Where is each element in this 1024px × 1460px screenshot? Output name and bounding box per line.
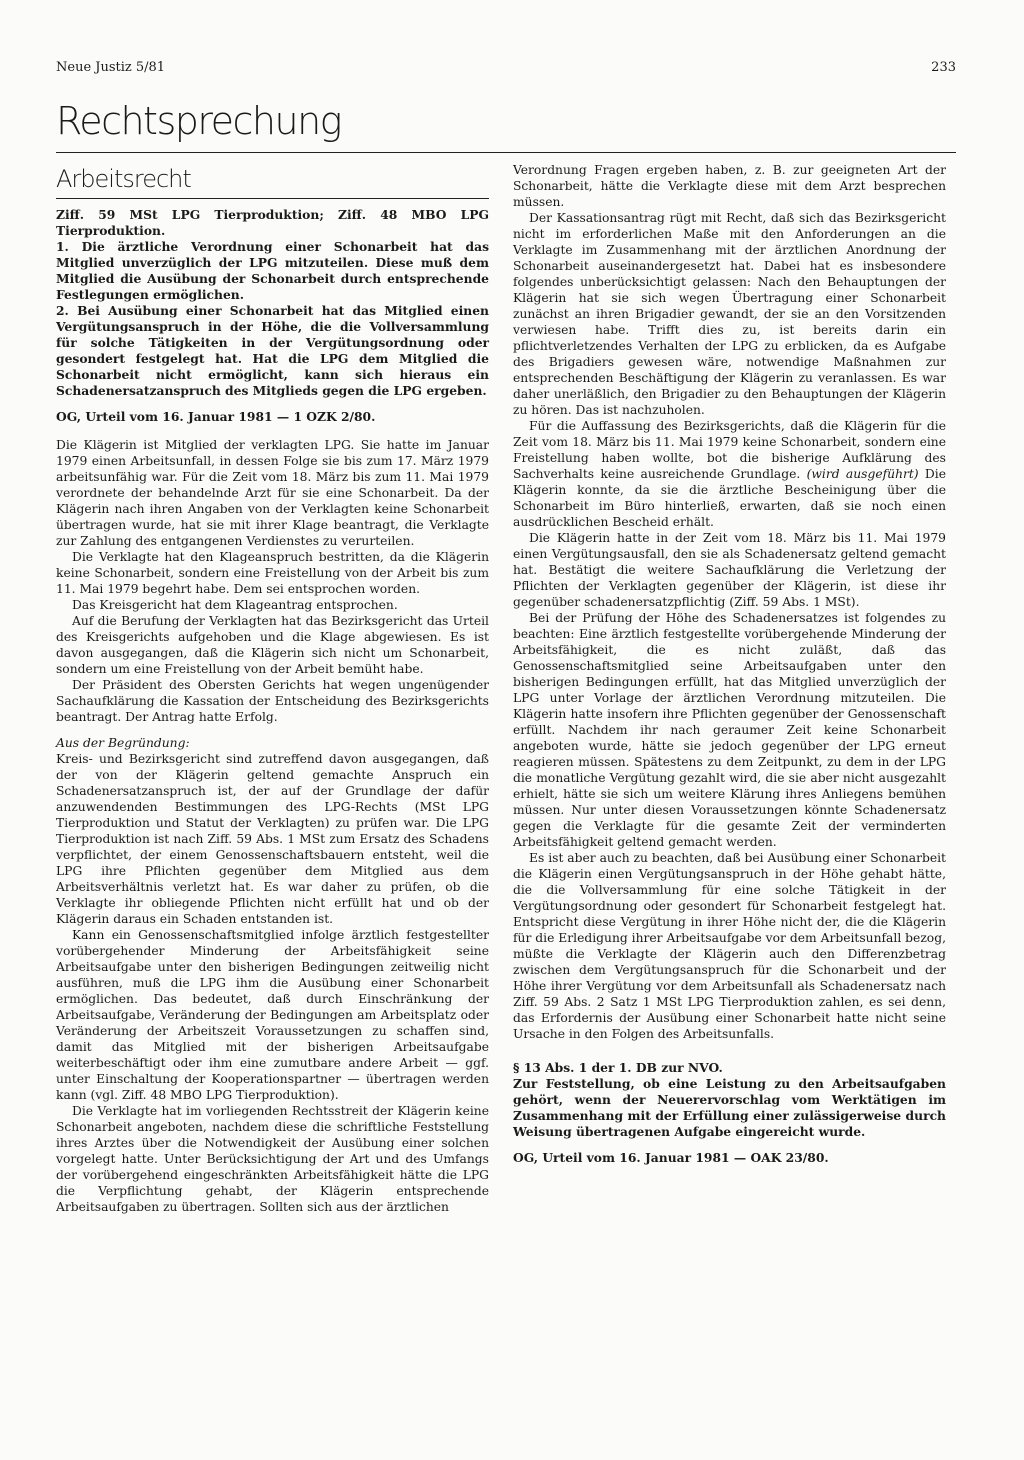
damages-paragraph: Bei der Prüfung der Höhe des Schadenersatzes ist folgendes zu beachten: Eine ärztlich festgestellte vorübergehende Minderung der Arbeitsfähigkeit, die es nicht zuläßt, daß das Genossenschaftsmitglied seine Arbeitsaufgaben unter den bisherigen Bedingungen erfüllt, hat das Mitglied unverzüglich der LPG unter Vorlage der ärztlichen Verordnung mitzuteilen. Die Klägerin hatte insofern ihre Pflichten gegenüber der Genossenschaft erfüllt. Nachdem ihr nach geraumer Zeit keine Schonarbeit angeboten wurde, hätte sie jedoch gegenüber der LPG erneut reagieren müssen. Spätestens zu dem Zeitpunkt, zu dem in der LPG die monatliche Vergütung gezahlt wird, die sie aber nicht ausgezahlt erhielt, hätte sie sich um weitere Klärung ihres Anliegens bemühen müssen. Nur unter diesen Voraussetzungen könnte Schadenersatz gegen die Verklagte für die gesamte Zeit der verminderten Arbeitsfähigkeit geltend gemacht werden. [513,611,946,849]
case1-citation: OG, Urteil vom 16. Januar 1981 — 1 OZK 2/80. [56,409,376,424]
case1-facts-paragraph: Die Verklagte hat den Klageanspruch bestritten, da die Klägerin keine Schonarbeit, sondern eine Freistellung von der Arbeit bis zum 11. Mai 1979 begehrt habe. Dem sei entsprochen worden. [56,550,489,596]
continuation-paragraph: Der Kassationsantrag rügt mit Recht, daß sich das Bezirksgericht nicht im erforderlichen Maße mit den Anforderungen an die Verklagte im Zusammenhang mit der ärztlichen Anordnung der Schonarbeit auseinandergesetzt hat. Dabei hat es insbesondere folgendes unberücksichtigt gelassen: Nach den Behauptungen der Klägerin hat sie sich wegen Übertragung einer Schonarbeit zunächst an ihren Brigadier gewandt, der sie an den Vorsitzenden verwiesen habe. Trifft dies zu, ist bereits darin ein pflichtverletzendes Verhalten der LPG zu erblicken, da es Aufgabe des Brigadiers gewesen wäre, notwendige Maßnahmen zur entsprechenden Beschäftigung der Klägerin zu veranlassen. Es war daher unerläßlich, den Brigadier zu den Behauptungen der Klägerin zu hören. Das ist nachzuholen. [513,211,946,417]
bg-view-text: Für die Auffassung des Bezirksgerichts, daß die Klägerin für die Zeit vom 18. März bis 11. Mai 1979 keine Schonarbeit, sondern eine Freistellung haben wollte, bot die bisherige Aufklärung des Sachverhalts keine ausreichende Grundlage. [513,419,946,481]
section-title: Rechtsprechung [56,99,341,143]
section-rule [56,152,956,153]
reasons-paragraph: Kann ein Genossenschaftsmitglied infolge ärztlich festgestellter vorübergehender Minderung der Arbeitsfähigkeit seine Arbeitsaufgabe unter den bisherigen Bedingungen zeitweilig nicht ausführen, muß die LPG ihm die Ausübung einer Schonarbeit ermöglichen. Das bedeutet, daß durch Einschränkung der Arbeitsaufgabe, Veränderung der Bedingungen am Arbeitsplatz oder Veränderung der Arbeitszeit Voraussetzungen zu schaffen sind, damit das Mitglied mit der bisherigen Arbeitsaufgabe weiterbeschäftigt oder ihm eine zumutbare andere Arbeit — ggf. unter Einschaltung der Kooperationspartner — übertragen werden kann (vgl. Ziff. 48 MBO LPG Tierproduktion). [56,928,489,1102]
omitted-note: (wird ausgeführt) [806,467,919,481]
page [56,58,956,1418]
case1-facts-paragraph: Die Klägerin ist Mitglied der verklagten LPG. Sie hatte im Januar 1979 einen Arbeitsunfall, in dessen Folge sie bis zum 17. März 1979 arbeitsunfähig war. Für die Zeit vom 18. März bis zum 11. Mai 1979 verordnete der behandelnde Arzt für sie eine Schonarbeit. Da der Klägerin nach ihren Angaben von der Verklagten keine Schonarbeit übertragen wurde, hat sie mit ihrer Klage beantragt, die Verklagte zur Zahlung des entgangenen Verdienstes zu verurteilen. [56,438,489,548]
running-head [56,58,956,78]
case2-refs: § 13 Abs. 1 der 1. DB zur NVO. [513,1060,723,1075]
bg-view-paragraph [513,418,946,530]
reasons-paragraph: Kreis- und Bezirksgericht sind zutreffend davon ausgegangen, daß der von der Klägerin geltend gemachte Anspruch ein Schadenersatzanspruch ist, der auf der Grundlage der dafür anzuwendenden Bestimmungen des LPG-Rechts (MSt LPG Tierproduktion und Statut der Verklagten) zu prüfen war. Die LPG Tierproduktion ist nach Ziff. 59 Abs. 1 MSt zum Ersatz des Schadens verpflichtet, der einem Genossenschaftsbauern entsteht, weil die LPG ihre Pflichten gegenüber dem Mitglied aus dem Arbeitsverhältnis verletzt hat. Es war daher zu prüfen, ob die Verklagte ihr obliegende Pflichten nicht erfüllt hat und ob der Klägerin daraus ein Schaden entstanden ist. [56,752,489,926]
case1-refs: Ziff. 59 MSt LPG Tierproduktion; Ziff. 48 MBO LPG Tierproduktion. [56,207,489,238]
reasons-label: Aus der Begründung: [56,736,190,750]
page-number: 233 [931,60,956,75]
damages-paragraph: Die Klägerin hatte in der Zeit vom 18. März bis 11. Mai 1979 einen Vergütungsausfall, den sie als Schadenersatz geltend gemacht hat. Bestätigt die weitere Sachaufklärung die Verletzung der Pflichten der Verklagten gegenüber der Klägerin, ist diese ihr gegenüber schadenersatzpflichtig (Ziff. 59 Abs. 1 MSt). [513,531,946,609]
case1-facts-paragraph: Der Präsident des Obersten Gerichts hat wegen ungenügender Sachaufklärung die Kassation der Entscheidung des Bezirksgerichts beantragt. Der Antrag hatte Erfolg. [56,678,489,724]
bg-view-text-cont: Die Klägerin konnte, da sie die ärztliche Bescheinigung über die Schonarbeit im Büro hinterließ, erwarten, daß sie noch einen ausdrücklichen Bescheid erhält. [513,467,946,529]
case1-facts-paragraph: Auf die Berufung der Verklagten hat das Bezirksgericht das Urteil des Kreisgerichts aufgehoben und die Klage abgewiesen. Es ist davon ausgegangen, daß die Klägerin sich nicht um Schonarbeit, sondern um eine Freistellung von der Arbeit bemüht habe. [56,614,489,676]
left-column [56,162,489,1215]
reasons-paragraph: Die Verklagte hat im vorliegenden Rechtsstreit der Klägerin keine Schonarbeit angeboten, nachdem diese die schriftliche Feststellung ihres Arztes über die Notwendigkeit der Ausübung einer solchen vorgelegt hatte. Unter Berücksichtigung der Art und des Umfangs der vorübergehend eingeschränkten Arbeitsfähigkeit hätte die LPG die Verpflichtung gehabt, der Klägerin entsprechende Arbeitsaufgaben zu übertragen. Sollten sich aus der ärztlichen [56,1104,489,1214]
case1-principle-1: 1. Die ärztliche Verordnung einer Schonarbeit hat das Mitglied unverzüglich der LPG mitzuteilen. Diese muß dem Mitglied die Ausübung der Schonarbeit durch entsprechende Festlegungen ermöglichen. [56,239,489,302]
case1-principle-2: 2. Bei Ausübung einer Schonarbeit hat das Mitglied einen Vergütungsanspruch in der Höhe, die die Vollversammlung für solche Tätigkeiten in der Vergütungsordnung oder gesondert festgelegt hat. Hat die LPG dem Mitglied die Schonarbeit nicht ermöglicht, kann sich hieraus ein Schadenersatzanspruch des Mitglieds gegen die LPG ergeben. [56,303,489,398]
subsection-title: Arbeitsrecht [56,162,489,199]
case2-citation: OG, Urteil vom 16. Januar 1981 — OAK 23/80. [513,1150,829,1165]
case2-principle: Zur Feststellung, ob eine Leistung zu den Arbeitsaufgaben gehört, wenn der Neuerervorschlag vom Werktätigen im Zusammenhang mit der Erfüllung einer zulässigerweise durch Weisung übertragenen Aufgabe eingereicht wurde. [513,1076,946,1139]
journal-issue: Neue Justiz 5/81 [56,60,166,75]
case1-facts-paragraph: Das Kreisgericht hat dem Klageantrag entsprochen. [72,598,398,612]
continuation-paragraph: Verordnung Fragen ergeben haben, z. B. zur geeigneten Art der Schonarbeit, hätte die Verklagte diese mit dem Arzt besprechen müssen. [513,163,946,209]
right-column [513,162,946,1178]
damages-paragraph: Es ist aber auch zu beachten, daß bei Ausübung einer Schonarbeit die Klägerin einen Vergütungsanspruch in der Höhe gehabt hätte, die die Vollversammlung für eine solche Tätigkeit in der Vergütungsordnung oder gesondert für Schonarbeit festgelegt hat. Entspricht diese Vergütung in ihrer Höhe nicht der, die die Klägerin für die Erledigung ihrer Arbeitsaufgabe vor dem Arbeitsunfall bezog, müßte die Verklagte der Klägerin auch den Differenzbetrag zwischen dem Vergütungsanspruch für die Schonarbeit und der Höhe ihrer Vergütung vor dem Arbeitsunfall als Schadenersatz nach Ziff. 59 Abs. 2 Satz 1 MSt LPG Tierproduktion zahlen, es sei denn, das Erfordernis der Ausübung einer Schonarbeit hatte nicht seine Ursache in den Folgen des Arbeitsunfalls. [513,851,946,1041]
